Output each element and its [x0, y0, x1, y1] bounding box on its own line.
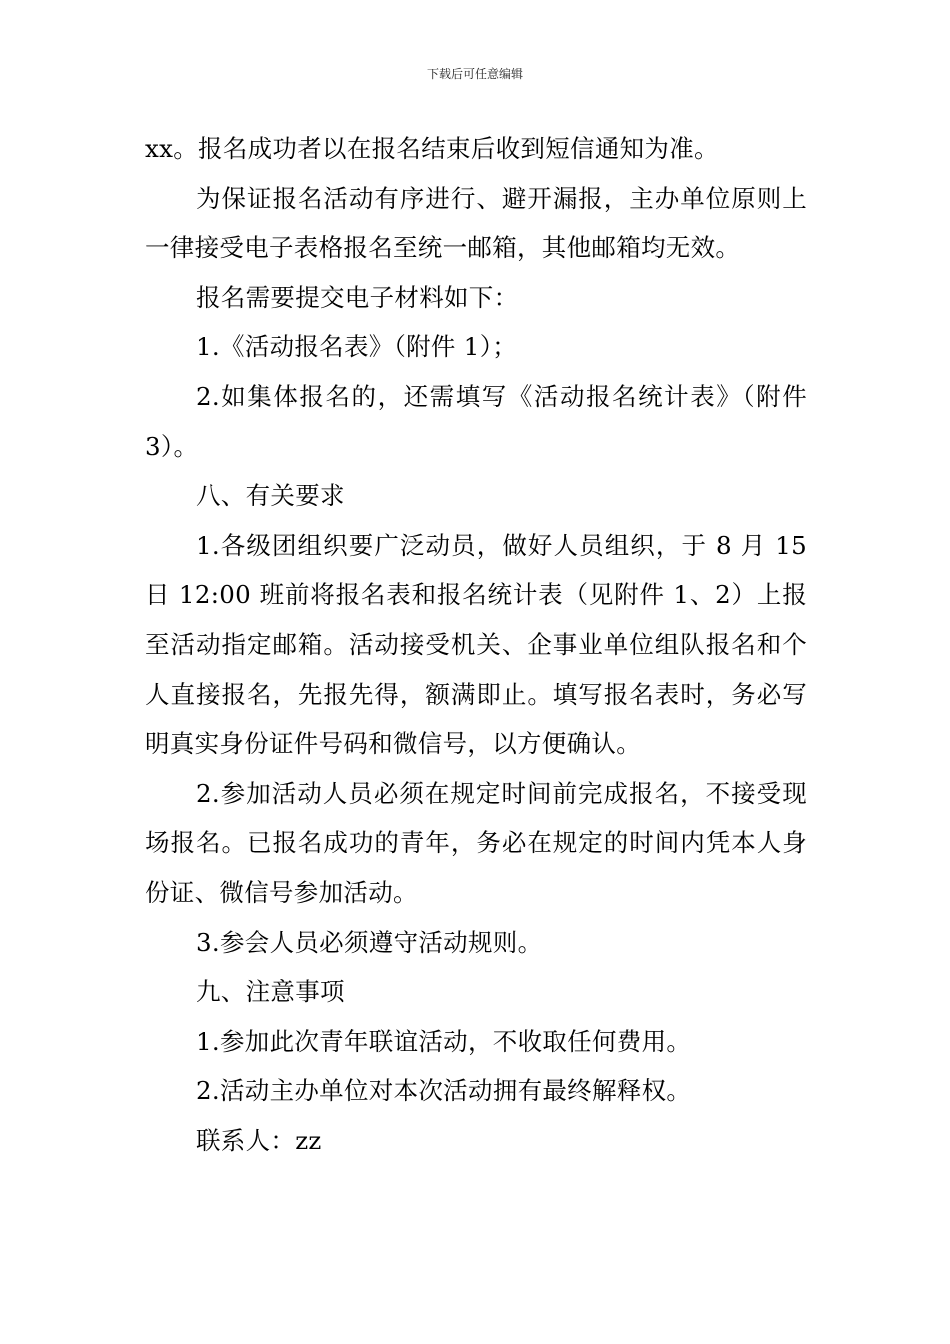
- page-header: 下载后可任意编辑: [426, 67, 523, 81]
- document-body: [145, 124, 807, 1165]
- contact-person: 联系人：zz: [196, 1125, 322, 1155]
- paragraph-materials-intro: 报名需要提交电子材料如下：: [196, 282, 519, 312]
- section-heading-notes: 九、注意事项: [196, 977, 345, 1007]
- note-item-1: 1.参加此次青年联谊活动，不收取任何费用。: [196, 1026, 692, 1056]
- paragraph-registration-success: xx。报名成功者以在报名结束后收到短信通知为准。: [145, 134, 719, 163]
- section-heading-requirements: 八、有关要求: [196, 481, 345, 511]
- paragraph-email-policy: 为保证报名活动有序进行、避开漏报，主办单位原则上一律接受电子表格报名至统一邮箱，其他邮箱均无效。: [145, 183, 807, 263]
- requirement-item-3: 3.参会人员必须遵守活动规则。: [196, 927, 543, 957]
- note-item-2: 2.活动主办单位对本次活动拥有最终解释权。: [196, 1076, 692, 1106]
- list-item-attachment-1: 1.《活动报名表》（附件 1）；: [196, 332, 518, 362]
- requirement-item-1: 1.各级团组织要广泛动员，做好人员组织，于 8 月 15 日 12:00 班前将报名表和报名统计表（见附件 1、2）上报至活动指定邮箱。活动接受机关、企事业单位组队报名和个人直接报名，先报先得，额满即止。填写报名表时，务必写明真实身份证件号码和微信号，以方便确认。: [145, 530, 807, 759]
- requirement-item-2: 2.参加活动人员必须在规定时间前完成报名，不接受现场报名。已报名成功的青年，务必在规定的时间内凭本人身份证、微信号参加活动。: [145, 778, 807, 907]
- list-item-attachment-3: 2.如集体报名的，还需填写《活动报名统计表》（附件 3）。: [145, 381, 807, 461]
